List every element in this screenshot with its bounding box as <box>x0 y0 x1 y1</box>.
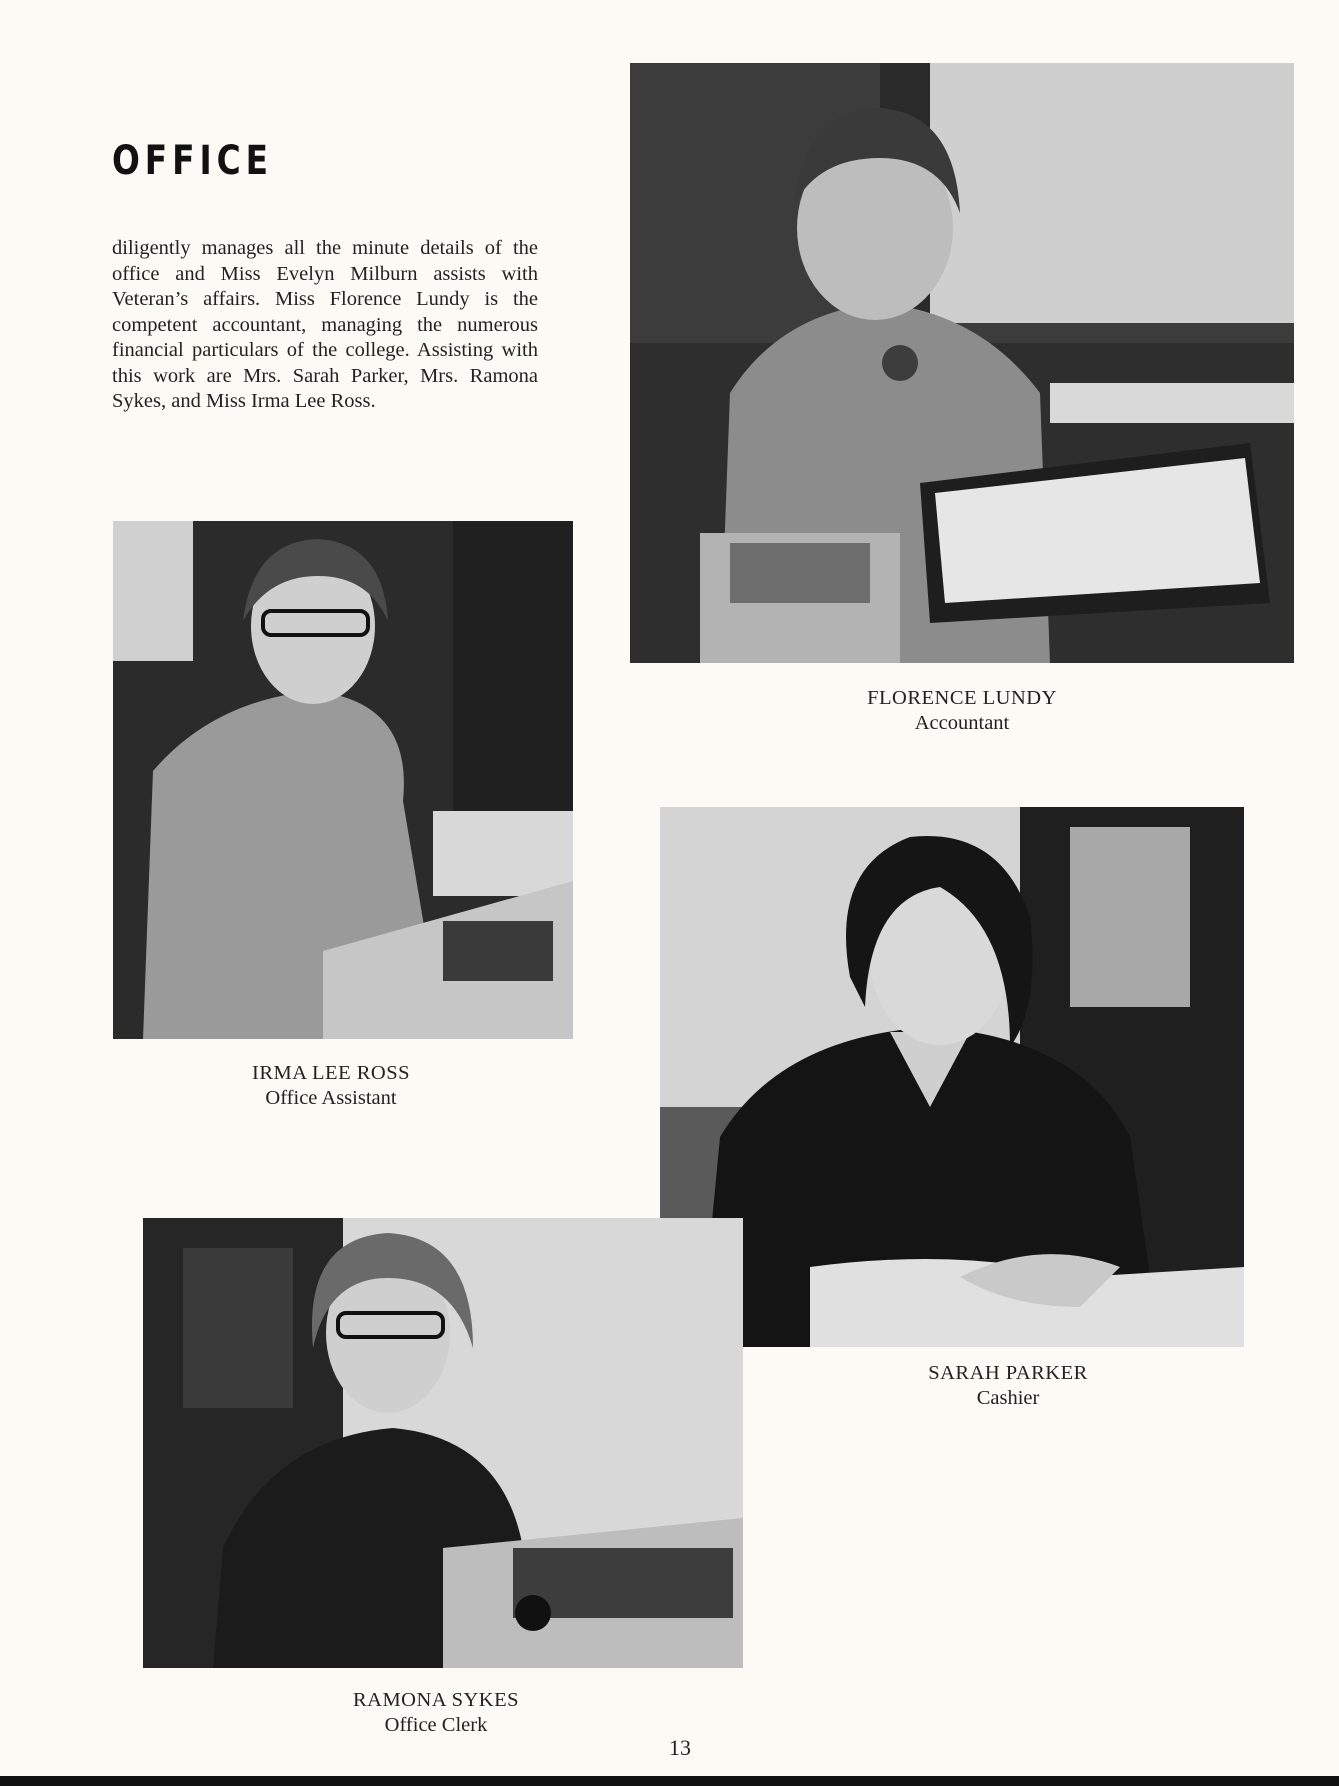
intro-paragraph: diligently manages all the minute details of the office and Miss Evelyn Milburn assists with Veteran’s affairs. Miss Florence Lundy is the competent accountant, managing the numerous financial particulars of the college. Assisting with this work are Mrs. Sarah Parker, Mrs. Ramona Sykes, and Miss Irma Lee Ross. <box>112 237 538 412</box>
staff-title: Office Clerk <box>384 1714 488 1736</box>
caption-ramona-sykes <box>286 1688 586 1738</box>
photo-florence-lundy <box>630 63 1294 663</box>
photo-ramona-sykes <box>143 1218 743 1668</box>
staff-name: RAMONA SYKES <box>352 1689 520 1711</box>
staff-name: SARAH PARKER <box>928 1362 1088 1384</box>
section-heading: OFFICE <box>112 138 273 184</box>
caption-sarah-parker <box>858 1361 1158 1411</box>
staff-title: Accountant <box>914 712 1010 734</box>
caption-florence-lundy <box>812 686 1112 736</box>
staff-name: FLORENCE LUNDY <box>867 687 1057 709</box>
photo-irma-lee-ross <box>113 521 573 1039</box>
photo-sarah-parker <box>660 807 1244 1347</box>
staff-name: IRMA LEE ROSS <box>252 1062 410 1084</box>
staff-title: Cashier <box>976 1387 1040 1409</box>
page-number: 13 <box>669 1735 691 1760</box>
scan-edge <box>0 1776 1339 1786</box>
staff-title: Office Assistant <box>265 1087 397 1109</box>
caption-irma-lee-ross <box>181 1061 481 1111</box>
